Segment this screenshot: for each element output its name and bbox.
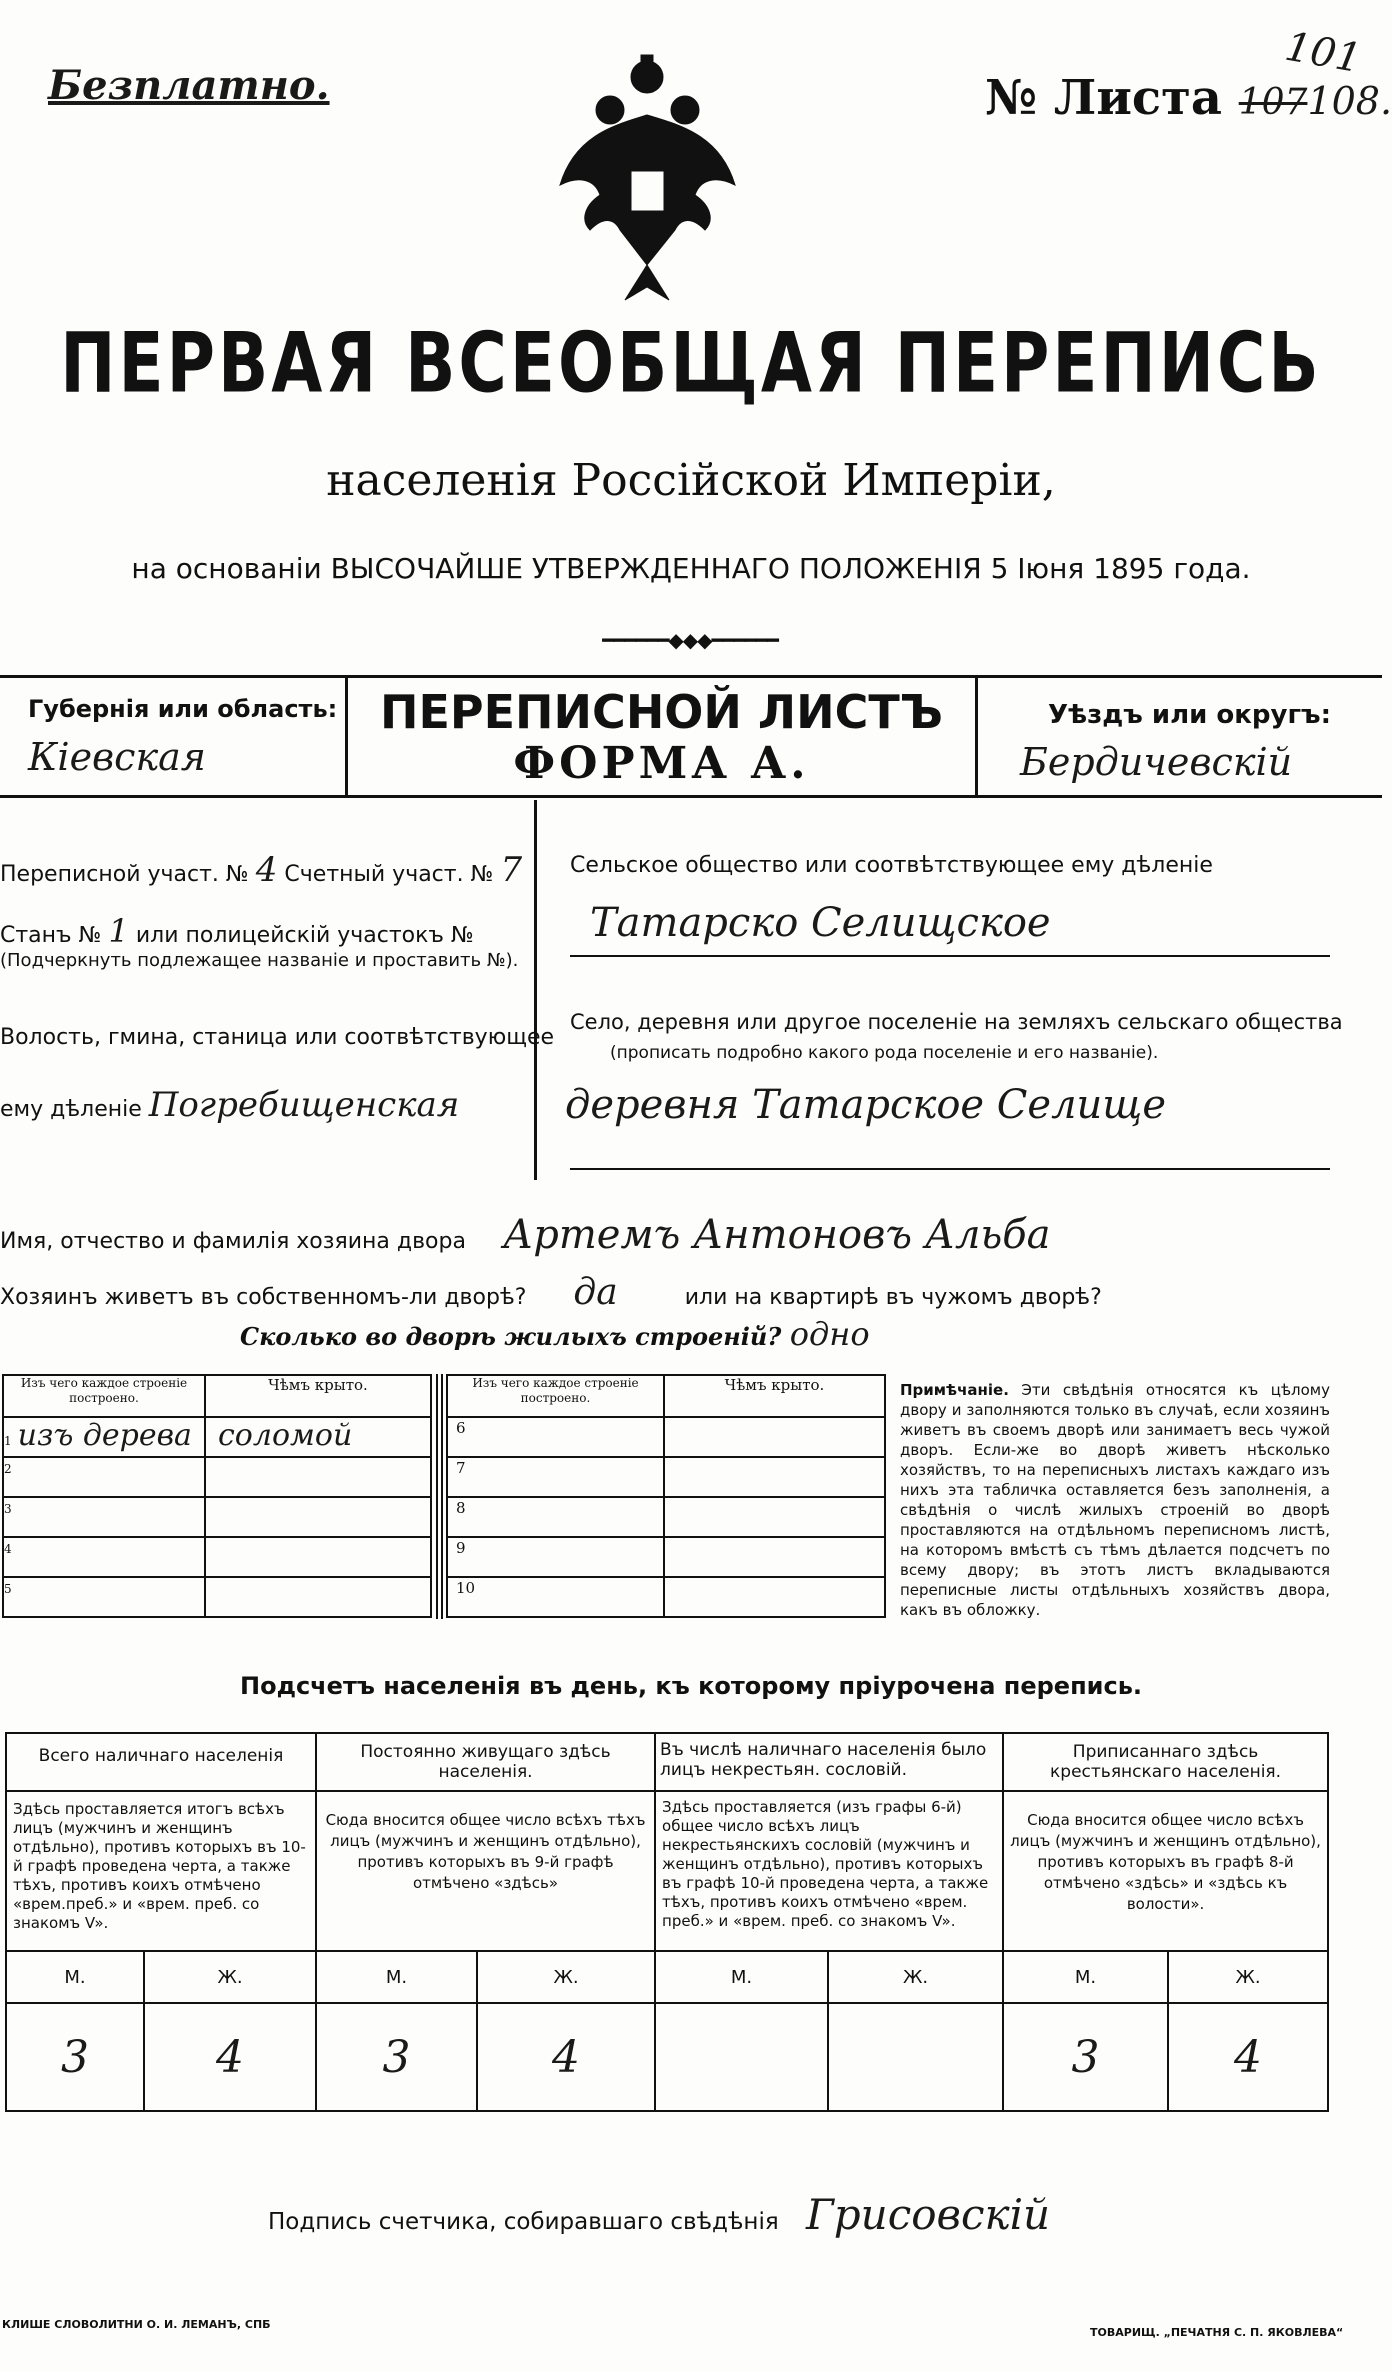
province-label: Губернія или область: bbox=[28, 695, 338, 723]
group-desc-total: Здѣсь проставляется итогъ всѣхъ лицъ (мужчинъ и женщинъ отдѣльно), противъ которыхъ въ 10-й графѣ проведена черта, а также тѣхъ, противъ коихъ отмѣчено «врем.преб.» и «врем. преб. со знакомъ V». bbox=[6, 1791, 316, 1951]
population-title: Подсчетъ населенія въ день, къ которому пріурочена перепись. bbox=[240, 1672, 1142, 1700]
signature-row bbox=[268, 2190, 1050, 2239]
buildings-count-row bbox=[240, 1315, 870, 1353]
stan-row bbox=[0, 912, 474, 950]
owner-lives-value: да bbox=[573, 1272, 618, 1313]
group-heading-total: Всего наличнаго населенія bbox=[6, 1733, 316, 1791]
building-row: 7 bbox=[447, 1457, 664, 1497]
building-row: 1 изъ дерева bbox=[3, 1417, 205, 1457]
village-label: Село, деревня или другое поселеніе на земляхъ сельскаго общества bbox=[570, 1010, 1343, 1034]
division-row bbox=[0, 1085, 459, 1125]
value-m-peasant: 3 bbox=[1003, 2003, 1168, 2111]
roof-header-2: Чѣмъ крыто. bbox=[664, 1375, 885, 1417]
roof-header: Чѣмъ крыто. bbox=[205, 1375, 431, 1417]
building-row: 3 bbox=[3, 1497, 205, 1537]
society-value: Татарско Селищское bbox=[590, 900, 1051, 946]
footer-left: КЛИШЕ СЛОВОЛИТНИ О. И. ЛЕМАНЪ, СПБ bbox=[2, 2318, 271, 2331]
building-row: 9 bbox=[447, 1537, 664, 1577]
value-f-permanent: 4 bbox=[477, 2003, 655, 2111]
remark-label: Примѣчаніе. bbox=[900, 1381, 1009, 1399]
buildings-table-left: Изъ чего каждое строеніе построено. Чѣмъ крыто. 1 изъ дерева соломой 2 3 4 5 bbox=[2, 1374, 432, 1618]
buildings-count-label: Сколько во дворѣ жилыхъ строеній? bbox=[240, 1322, 782, 1351]
building-row: 4 bbox=[3, 1537, 205, 1577]
form-label: ФОРМА А. bbox=[513, 738, 810, 789]
owner-name-value: Артемъ Антоновъ Альба bbox=[502, 1212, 1051, 1258]
building-row: 2 bbox=[3, 1457, 205, 1497]
value-f-total: 4 bbox=[144, 2003, 316, 2111]
group-heading-non-peasant: Въ числѣ наличнаго населенія было лицъ некрестьян. сословій. bbox=[655, 1733, 1003, 1791]
remark-text: Эти свѣдѣнія относятся къ цѣлому двору и заполняются только въ случаѣ, если хозяинъ живетъ въ своемъ дворѣ или занимаетъ весь чужой дворъ. Если-же во дворѣ живетъ нѣсколько хозяйствъ, то на переписныхъ листахъ каждаго изъ нихъ эта табличка оставляется безъ заполненія, а свѣдѣнія о числѣ жилыхъ строеній во дворѣ проставляются на отдѣльномъ переписномъ листѣ, на которомъ вмѣстѣ съ тѣмъ дѣлается подсчетъ по всему двору; въ этотъ листъ вкладываются переписные листы отдѣльныхъ хозяйствъ двора, какъ въ обложку. bbox=[900, 1381, 1330, 1619]
value-m-non-peasant bbox=[655, 2003, 828, 2111]
basis-line: на основаніи ВЫСОЧАЙШЕ УТВЕРЖДЕННАГО ПОЛОЖЕНІЯ 5 Іюня 1895 года. bbox=[131, 552, 1251, 585]
col-f-peasant: Ж. bbox=[1168, 1951, 1328, 2003]
col-m-permanent: М. bbox=[316, 1951, 477, 2003]
census-district-label: Переписной участ. № bbox=[0, 862, 249, 887]
building-row: 10 bbox=[447, 1577, 664, 1617]
material-header: Изъ чего каждое строеніе построено. bbox=[3, 1375, 205, 1417]
coat-of-arms-emblem bbox=[555, 55, 740, 305]
group-desc-peasant: Сюда вносится общее число всѣхъ лицъ (мужчинъ и женщинъ отдѣльно), противъ которыхъ въ графѣ 8-й отмѣчено «здѣсь» и «здѣсь къ волости». bbox=[1003, 1791, 1328, 1951]
division-value: Погребищенская bbox=[148, 1085, 460, 1125]
owner-name-label: Имя, отчество и фамилія хозяина двора bbox=[0, 1229, 466, 1254]
ornament-divider: ━━━━━━◆◆◆━━━━━━ bbox=[602, 628, 778, 652]
footer-right: ТОВАРИЩ. „ПЕЧАТНЯ С. П. ЯКОВЛЕВА“ bbox=[1090, 2326, 1344, 2339]
group-desc-non-peasant: Здѣсь проставляется (изъ графы 6-й) общее число всѣхъ лицъ некрестьянскихъ сословій (мужчинъ и женщинъ отдѣльно), противъ которыхъ въ графѣ 10-й проведена черта, а также тѣхъ, противъ коихъ отмѣчено «врем. преб.» и «врем. преб. со знакомъ V». bbox=[655, 1791, 1003, 1951]
col-f-permanent: Ж. bbox=[477, 1951, 655, 2003]
census-district-row bbox=[0, 850, 522, 890]
population-table bbox=[5, 1732, 1329, 2112]
building-row: 6 bbox=[447, 1417, 664, 1457]
district-value: Бердичевскій bbox=[1020, 740, 1293, 784]
group-desc-permanent: Сюда вносится общее число всѣхъ тѣхъ лицъ (мужчинъ и женщинъ отдѣльно), противъ которыхъ въ 9-й графѣ отмѣчено «здѣсь» bbox=[316, 1791, 655, 1951]
group-heading-peasant: Приписаннаго здѣсь крестьянскаго населенія. bbox=[1003, 1733, 1328, 1791]
stan-label: Станъ № bbox=[0, 923, 102, 948]
stan-value: 1 bbox=[108, 912, 129, 950]
remark-note bbox=[900, 1380, 1330, 1620]
stan-note: (Подчеркнуть подлежащее названіе и проставить №). bbox=[0, 950, 519, 971]
col-m-peasant: М. bbox=[1003, 1951, 1168, 2003]
signature-value: Грисовскій bbox=[805, 2190, 1051, 2239]
province-value: Кіевская bbox=[28, 735, 206, 779]
police-label: или полицейскій участокъ № bbox=[135, 923, 474, 948]
value-m-total: 3 bbox=[6, 2003, 144, 2111]
sheet-number-crossed: 107 bbox=[1238, 82, 1308, 123]
building-row: 5 bbox=[3, 1577, 205, 1617]
count-district-value: 7 bbox=[500, 850, 523, 890]
corner-number: 101 bbox=[1281, 23, 1365, 83]
owner-name-row bbox=[0, 1212, 1051, 1258]
sheet-number-label: № Листа bbox=[985, 70, 1222, 126]
owner-lives-label: Хозяинъ живетъ въ собственномъ-ли дворѣ? bbox=[0, 1285, 527, 1310]
buildings-count-value: одно bbox=[789, 1315, 870, 1353]
owner-lives-row bbox=[0, 1272, 1102, 1313]
sheet-title: ПЕРЕПИСНОЙ ЛИСТЪ bbox=[380, 685, 943, 739]
free-label: Безплатно. bbox=[48, 62, 330, 109]
count-district-label: Счетный участ. № bbox=[284, 862, 494, 887]
signature-label: Подпись счетчика, собиравшаго свѣдѣнія bbox=[268, 2209, 779, 2235]
sheet-number bbox=[985, 70, 1392, 126]
value-f-non-peasant bbox=[828, 2003, 1003, 2111]
sheet-number-value: 108. bbox=[1307, 79, 1392, 123]
subtitle: населенія Россійской Имперіи, bbox=[326, 455, 1056, 506]
value-f-peasant: 4 bbox=[1168, 2003, 1328, 2111]
division-label: ему дѣленіе bbox=[0, 1097, 142, 1122]
district-label: Уѣздъ или округъ: bbox=[1048, 700, 1331, 730]
society-label: Сельское общество или соотвѣтствующее ему дѣленіе bbox=[570, 853, 1213, 878]
value-m-permanent: 3 bbox=[316, 2003, 477, 2111]
material-header-2: Изъ чего каждое строеніе построено. bbox=[447, 1375, 664, 1417]
col-m-non-peasant: М. bbox=[655, 1951, 828, 2003]
main-title: ПЕРВАЯ ВСЕОБЩАЯ ПЕРЕПИСЬ bbox=[60, 315, 1322, 412]
building-row: 8 bbox=[447, 1497, 664, 1537]
col-m-total: М. bbox=[6, 1951, 144, 2003]
buildings-table-right bbox=[446, 1374, 886, 1618]
village-value: деревня Татарское Селище bbox=[565, 1082, 1167, 1128]
group-heading-permanent: Постоянно живущаго здѣсь населенія. bbox=[316, 1733, 655, 1791]
village-note: (прописать подробно какого рода поселеніе и его названіе). bbox=[610, 1043, 1159, 1063]
col-f-total: Ж. bbox=[144, 1951, 316, 2003]
volost-label: Волость, гмина, станица или соотвѣтствующее bbox=[0, 1025, 555, 1050]
census-district-value: 4 bbox=[255, 850, 278, 890]
owner-rent-label: или на квартирѣ въ чужомъ дворѣ? bbox=[684, 1285, 1102, 1310]
col-f-non-peasant: Ж. bbox=[828, 1951, 1003, 2003]
